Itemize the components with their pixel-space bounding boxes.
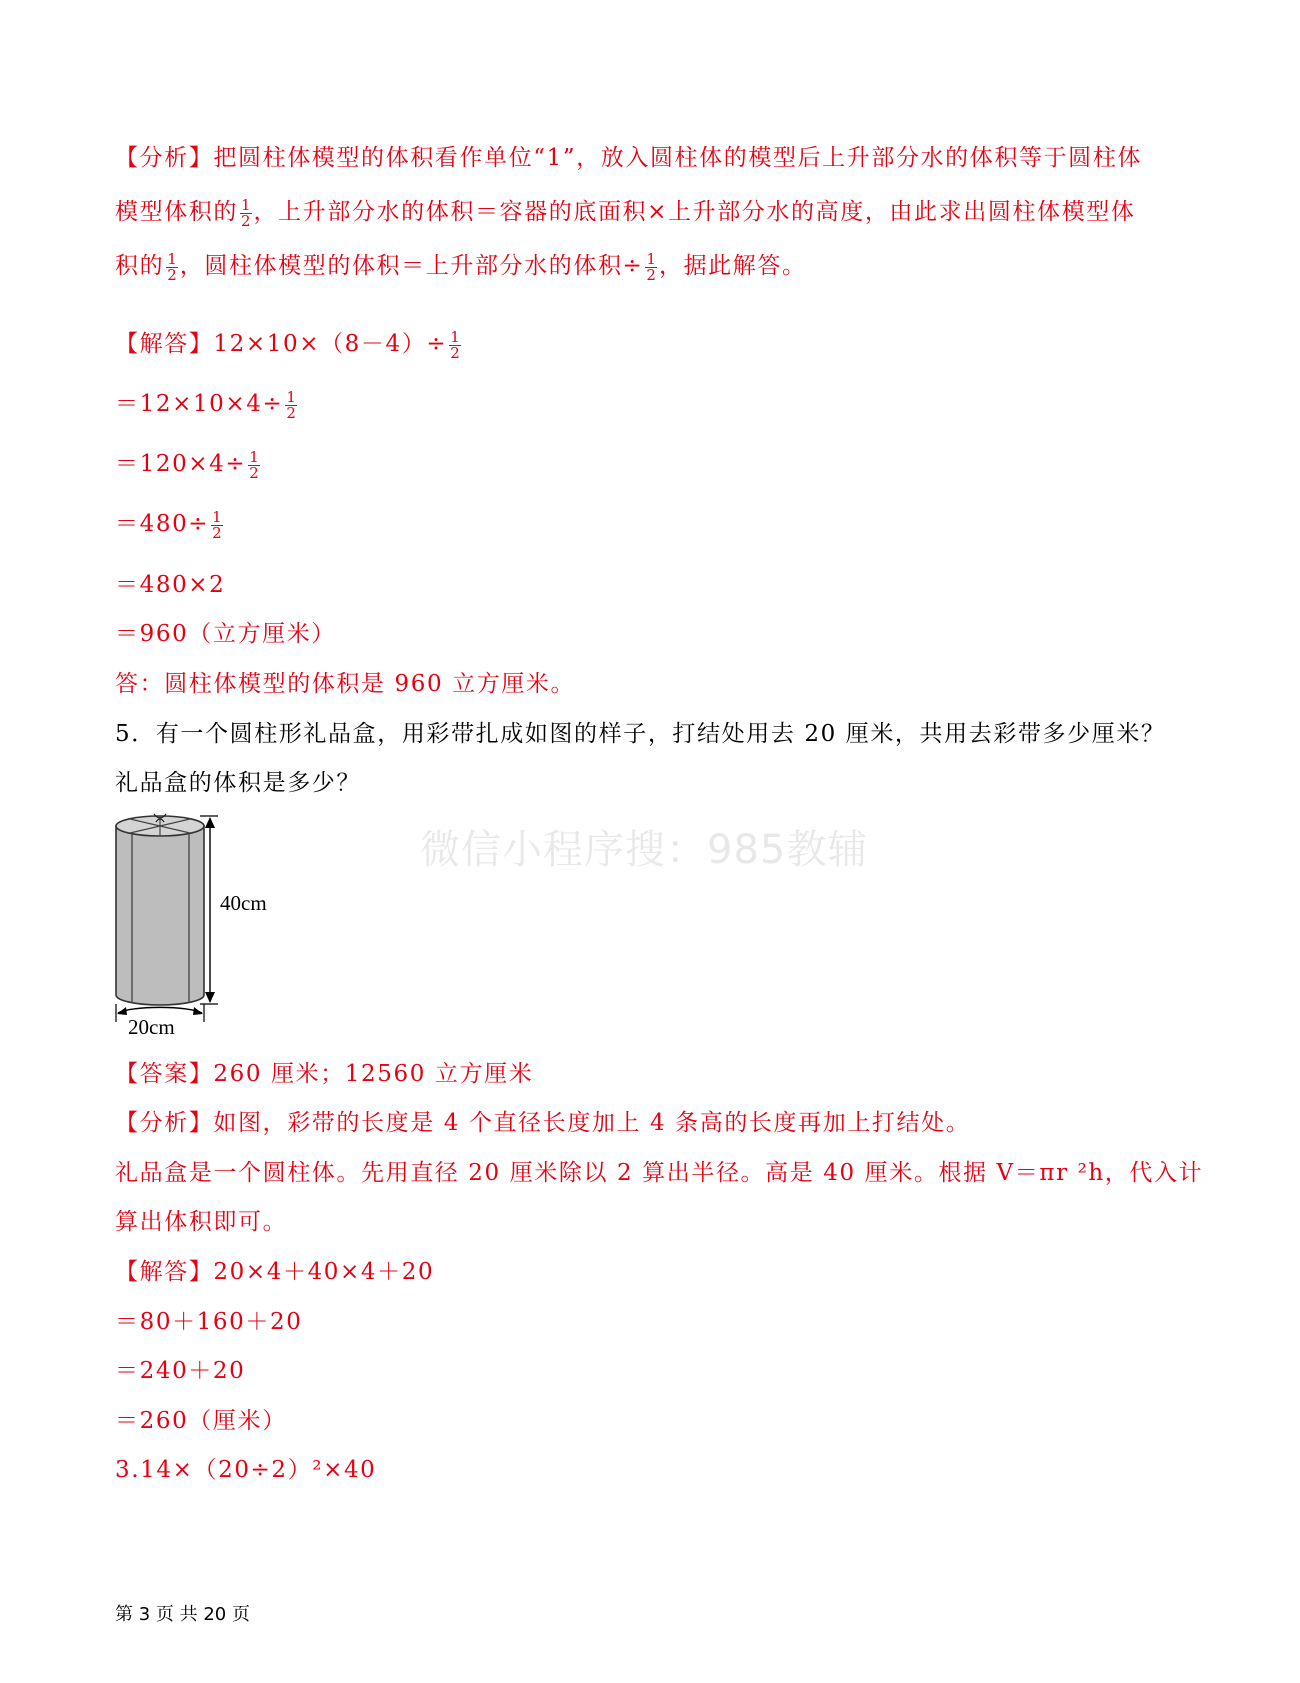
solution-line-4 xyxy=(115,508,1175,541)
frac-denominator: 2 xyxy=(212,523,222,542)
answer-5-line xyxy=(115,1058,1175,1090)
analysis-text: ，圆柱体模型的体积＝上升部分水的体积÷ xyxy=(179,253,644,279)
analysis-text: 模型体积的 xyxy=(115,199,238,225)
answer-tag: 【答案】 xyxy=(115,1061,214,1087)
answer-text: 260 厘米；12560 立方厘米 xyxy=(213,1061,534,1087)
analysis-line-2 xyxy=(115,196,1175,229)
solution-tag: 【解答】 xyxy=(115,331,214,357)
solution-5-line-1 xyxy=(115,1256,1175,1288)
solution-step: 12×10×（8－4）÷ xyxy=(213,331,448,357)
page-number: 第 3 页 共 20 页 xyxy=(115,1604,250,1625)
frac-denominator: 2 xyxy=(249,463,259,482)
fraction-half xyxy=(240,195,252,230)
analysis-text: 积的 xyxy=(115,253,165,279)
frac-denominator: 2 xyxy=(167,265,177,284)
solution-tag: 【解答】 xyxy=(115,1259,214,1285)
analysis-5-line-3: 算出体积即可。 xyxy=(115,1209,288,1235)
analysis-5-line-1 xyxy=(115,1107,1175,1139)
fraction-half xyxy=(449,327,461,362)
solution-5-line-5: 3.14×（20÷2）²×40 xyxy=(115,1457,377,1483)
answer-sentence: 答：圆柱体模型的体积是 960 立方厘米。 xyxy=(115,671,576,697)
solution-step: ＝12×10×4÷ xyxy=(115,391,284,417)
frac-numerator: 1 xyxy=(167,249,177,268)
frac-numerator: 1 xyxy=(212,507,222,526)
frac-denominator: 2 xyxy=(241,211,251,230)
frac-denominator: 2 xyxy=(450,343,460,362)
frac-denominator: 2 xyxy=(646,265,656,284)
solution-line-5: ＝480×2 xyxy=(115,572,226,598)
cylinder-body xyxy=(116,826,204,1005)
solution-5-line-3: ＝240＋20 xyxy=(115,1358,246,1384)
height-label: 40cm xyxy=(220,891,267,915)
diameter-arrow xyxy=(118,1007,202,1013)
fraction-half xyxy=(248,447,260,482)
fraction-half xyxy=(166,249,178,284)
analysis-tag: 【分析】 xyxy=(115,1110,214,1136)
frac-numerator: 1 xyxy=(241,195,251,214)
solution-line-3 xyxy=(115,448,1175,481)
analysis-text: 把圆柱体模型的体积看作单位“1”，放入圆柱体的模型后上升部分水的体积等于圆柱体 xyxy=(213,145,1142,171)
analysis-text: ，据此解答。 xyxy=(658,253,807,279)
analysis-text: ，上升部分水的体积＝容器的底面积×上升部分水的高度，由此求出圆柱体模型体 xyxy=(253,199,1136,225)
solution-5-line-2: ＝80＋160＋20 xyxy=(115,1309,303,1335)
analysis-text: 如图，彩带的长度是 4 个直径长度加上 4 条高的长度再加上打结处。 xyxy=(213,1110,971,1136)
fraction-half xyxy=(645,249,657,284)
problem-5-line-1: 5．有一个圆柱形礼品盒，用彩带扎成如图的样子，打结处用去 20 厘米，共用去彩带多少厘米？ xyxy=(115,721,1166,747)
solution-step: ＝120×4÷ xyxy=(115,451,247,477)
analysis-tag: 【分析】 xyxy=(115,145,214,171)
watermark: 微信小程序搜：985教辅 xyxy=(420,827,869,873)
frac-numerator: 1 xyxy=(450,327,460,346)
problem-5-line-2: 礼品盒的体积是多少？ xyxy=(115,770,361,796)
analysis-line-1 xyxy=(115,142,1175,174)
fraction-half xyxy=(285,387,297,422)
solution-5-line-4: ＝260（厘米） xyxy=(115,1408,287,1434)
solution-line-6: ＝960（立方厘米） xyxy=(115,621,336,647)
frac-denominator: 2 xyxy=(286,403,296,422)
analysis-5-line-2: 礼品盒是一个圆柱体。先用直径 20 厘米除以 2 算出半径。高是 40 厘米。根据 V＝πr ²h，代入计 xyxy=(115,1160,1204,1186)
frac-numerator: 1 xyxy=(286,387,296,406)
frac-numerator: 1 xyxy=(249,447,259,466)
solution-line-2 xyxy=(115,388,1175,421)
fraction-half xyxy=(211,507,223,542)
cylinder-figure xyxy=(110,808,300,1038)
solution-step: 20×4＋40×4＋20 xyxy=(213,1259,435,1285)
solution-step: ＝480÷ xyxy=(115,511,210,537)
frac-numerator: 1 xyxy=(646,249,656,268)
diameter-label: 20cm xyxy=(128,1015,175,1038)
solution-line-1 xyxy=(115,328,1175,361)
analysis-line-3 xyxy=(115,250,1175,283)
